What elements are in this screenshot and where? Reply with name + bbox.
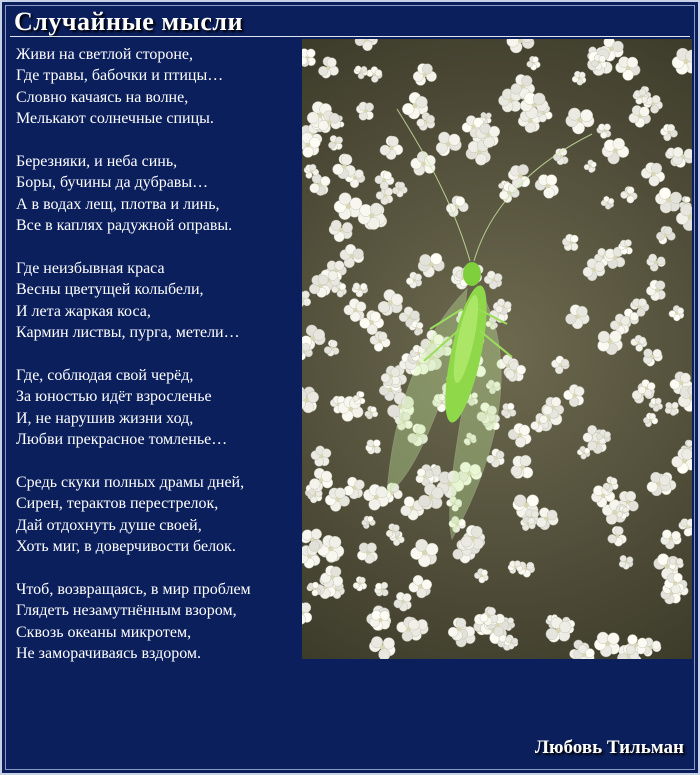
flower-floret <box>394 592 412 611</box>
stanza <box>16 44 301 130</box>
flower-floret <box>353 577 367 592</box>
flower-floret <box>353 391 365 404</box>
flower-floret <box>572 71 586 85</box>
flower-floret <box>643 349 662 366</box>
flower-floret <box>633 89 648 104</box>
flower-floret <box>679 519 692 537</box>
flower-floret <box>551 356 569 374</box>
flower-floret <box>369 636 395 659</box>
poem-line: Не заморачиваясь вздором. <box>16 645 202 663</box>
flower-floret <box>661 530 682 549</box>
flower-floret <box>309 275 330 298</box>
flower-floret <box>562 234 578 251</box>
flower-floret <box>436 132 461 156</box>
flower-floret <box>665 402 679 416</box>
poem-line: А в водах лещ, плотва и линь, <box>16 195 220 213</box>
flower-floret <box>629 105 651 127</box>
flower-floret <box>594 632 619 657</box>
poem-line: За юностью идёт взросленье <box>16 388 212 406</box>
flower-floret <box>380 136 403 160</box>
flower-photo <box>302 39 692 659</box>
flower-floret <box>527 56 541 70</box>
stanza <box>16 579 301 665</box>
flower-floret <box>365 406 378 419</box>
flower-floret <box>413 64 436 86</box>
poem-line: Словно качаясь на волне, <box>16 88 189 106</box>
poem-line: Любви прекрасное томленье… <box>16 431 228 449</box>
poem-line: Где травы, бабочки и птицы… <box>16 67 224 85</box>
poem-line: Средь скуки полных драмы дней, <box>16 474 245 492</box>
poem-line: Где неизбывная краса <box>16 260 165 278</box>
flower-floret <box>511 455 533 478</box>
flower-floret <box>411 539 439 567</box>
flower-floret <box>363 484 388 510</box>
flower-floret <box>307 582 321 596</box>
poem-line: Весны цветущей колыбели, <box>16 281 204 299</box>
flower-floret <box>601 196 614 209</box>
flower-floret <box>619 555 633 569</box>
flower-floret <box>672 448 692 473</box>
flower-floret <box>375 171 394 190</box>
flower-floret <box>344 477 365 499</box>
flower-floret <box>329 220 353 242</box>
flower-floret <box>362 516 376 529</box>
flowers-illustration <box>302 39 692 659</box>
poem-line: Чтоб, возвращаясь, в мир проблем <box>16 581 251 599</box>
flower-floret <box>597 124 611 139</box>
flower-floret <box>584 160 596 173</box>
flower-floret <box>649 398 663 412</box>
flower-floret <box>672 48 692 74</box>
flower-floret <box>366 440 381 455</box>
poem-text <box>16 44 301 686</box>
flower-floret <box>655 188 681 214</box>
flower-floret <box>317 535 344 562</box>
poem-line: Хоть миг, в доверчивости белок. <box>16 538 236 556</box>
flower-floret <box>355 39 378 51</box>
poem-line: Сквозь океаны микротем, <box>16 623 192 641</box>
flower-floret <box>328 135 342 150</box>
flower-floret <box>616 57 641 81</box>
flower-floret <box>608 526 627 546</box>
flower-floret <box>564 384 585 406</box>
flower-floret <box>302 390 319 413</box>
poem-line: Живи на светлой стороне, <box>16 46 194 63</box>
flower-floret <box>521 517 536 531</box>
poem-line: Боры, бучины да дубравы… <box>16 174 209 192</box>
flower-floret <box>354 66 368 79</box>
flower-floret <box>310 174 331 196</box>
flower-floret <box>333 154 356 179</box>
flower-floret <box>656 226 675 244</box>
poem-title: Случайные мысли <box>14 7 243 36</box>
flower-floret <box>647 254 666 271</box>
flower-floret <box>602 138 629 164</box>
stanza <box>16 365 301 451</box>
flower-floret <box>501 403 516 418</box>
flower-floret <box>508 423 531 447</box>
poem-line: Дай отдохнуть душе своей, <box>16 516 202 534</box>
flower-floret <box>631 335 647 351</box>
poem-line: И, не нарушив жизни ход, <box>16 409 194 427</box>
flower-floret <box>302 291 311 307</box>
flower-floret <box>536 508 558 530</box>
poem-line: Где, соблюдая свой черёд, <box>16 367 194 385</box>
flower-floret <box>474 569 488 584</box>
flower-floret <box>321 566 343 588</box>
flower-floret <box>446 196 468 217</box>
author-signature: Любовь Тильман <box>534 737 684 758</box>
flower-floret <box>418 253 445 277</box>
flower-floret <box>672 147 692 167</box>
flower-floret <box>535 175 559 199</box>
flower-floret <box>356 102 373 120</box>
poem-line: Березняки, и неба синь, <box>16 153 178 171</box>
flower-floret <box>507 39 535 53</box>
flower-floret <box>411 151 436 175</box>
poem-line: И лета жаркая коса, <box>16 302 151 320</box>
flower-floret <box>566 108 594 134</box>
flower-floret <box>378 289 403 315</box>
flower-floret <box>381 366 400 386</box>
flower-floret <box>641 163 665 187</box>
flower-floret <box>375 582 389 596</box>
flower-floret <box>370 610 390 630</box>
flower-floret <box>406 272 422 288</box>
flower-floret <box>643 413 658 427</box>
poem-line: Мелькают солнечные спицы. <box>16 110 214 128</box>
flower-floret <box>392 182 407 197</box>
flower-floret <box>352 283 368 297</box>
flower-floret <box>660 124 677 141</box>
poem-line: Глядеть незамутнённым взором, <box>16 602 237 620</box>
flower-floret <box>669 305 684 321</box>
poem-line: Сирен, терактов перестрелок, <box>16 495 219 513</box>
flower-floret <box>324 340 339 356</box>
poem-line: Все в каплях радужной оправы. <box>16 217 233 235</box>
stanza <box>16 151 301 237</box>
flower-floret <box>577 446 590 459</box>
flower-floret <box>366 67 382 83</box>
flower-floret <box>409 575 432 598</box>
flower-floret <box>311 446 331 467</box>
stanza <box>16 258 301 344</box>
flower-floret <box>357 543 377 564</box>
flower-floret <box>566 305 590 329</box>
flower-floret <box>386 524 400 539</box>
flower-floret <box>334 193 362 220</box>
flower-floret <box>318 57 338 79</box>
flower-floret <box>598 331 623 355</box>
flower-floret <box>553 148 568 165</box>
flower-floret <box>496 299 512 315</box>
poem-line: Кармин листвы, пурга, метели… <box>16 324 240 342</box>
title-divider <box>10 36 690 37</box>
stanza <box>16 472 301 558</box>
flower-floret <box>302 49 316 67</box>
flower-floret <box>302 602 312 625</box>
flower-floret <box>646 280 665 301</box>
flower-floret <box>621 186 638 203</box>
flower-floret <box>309 468 332 492</box>
flower-floret <box>484 271 502 289</box>
